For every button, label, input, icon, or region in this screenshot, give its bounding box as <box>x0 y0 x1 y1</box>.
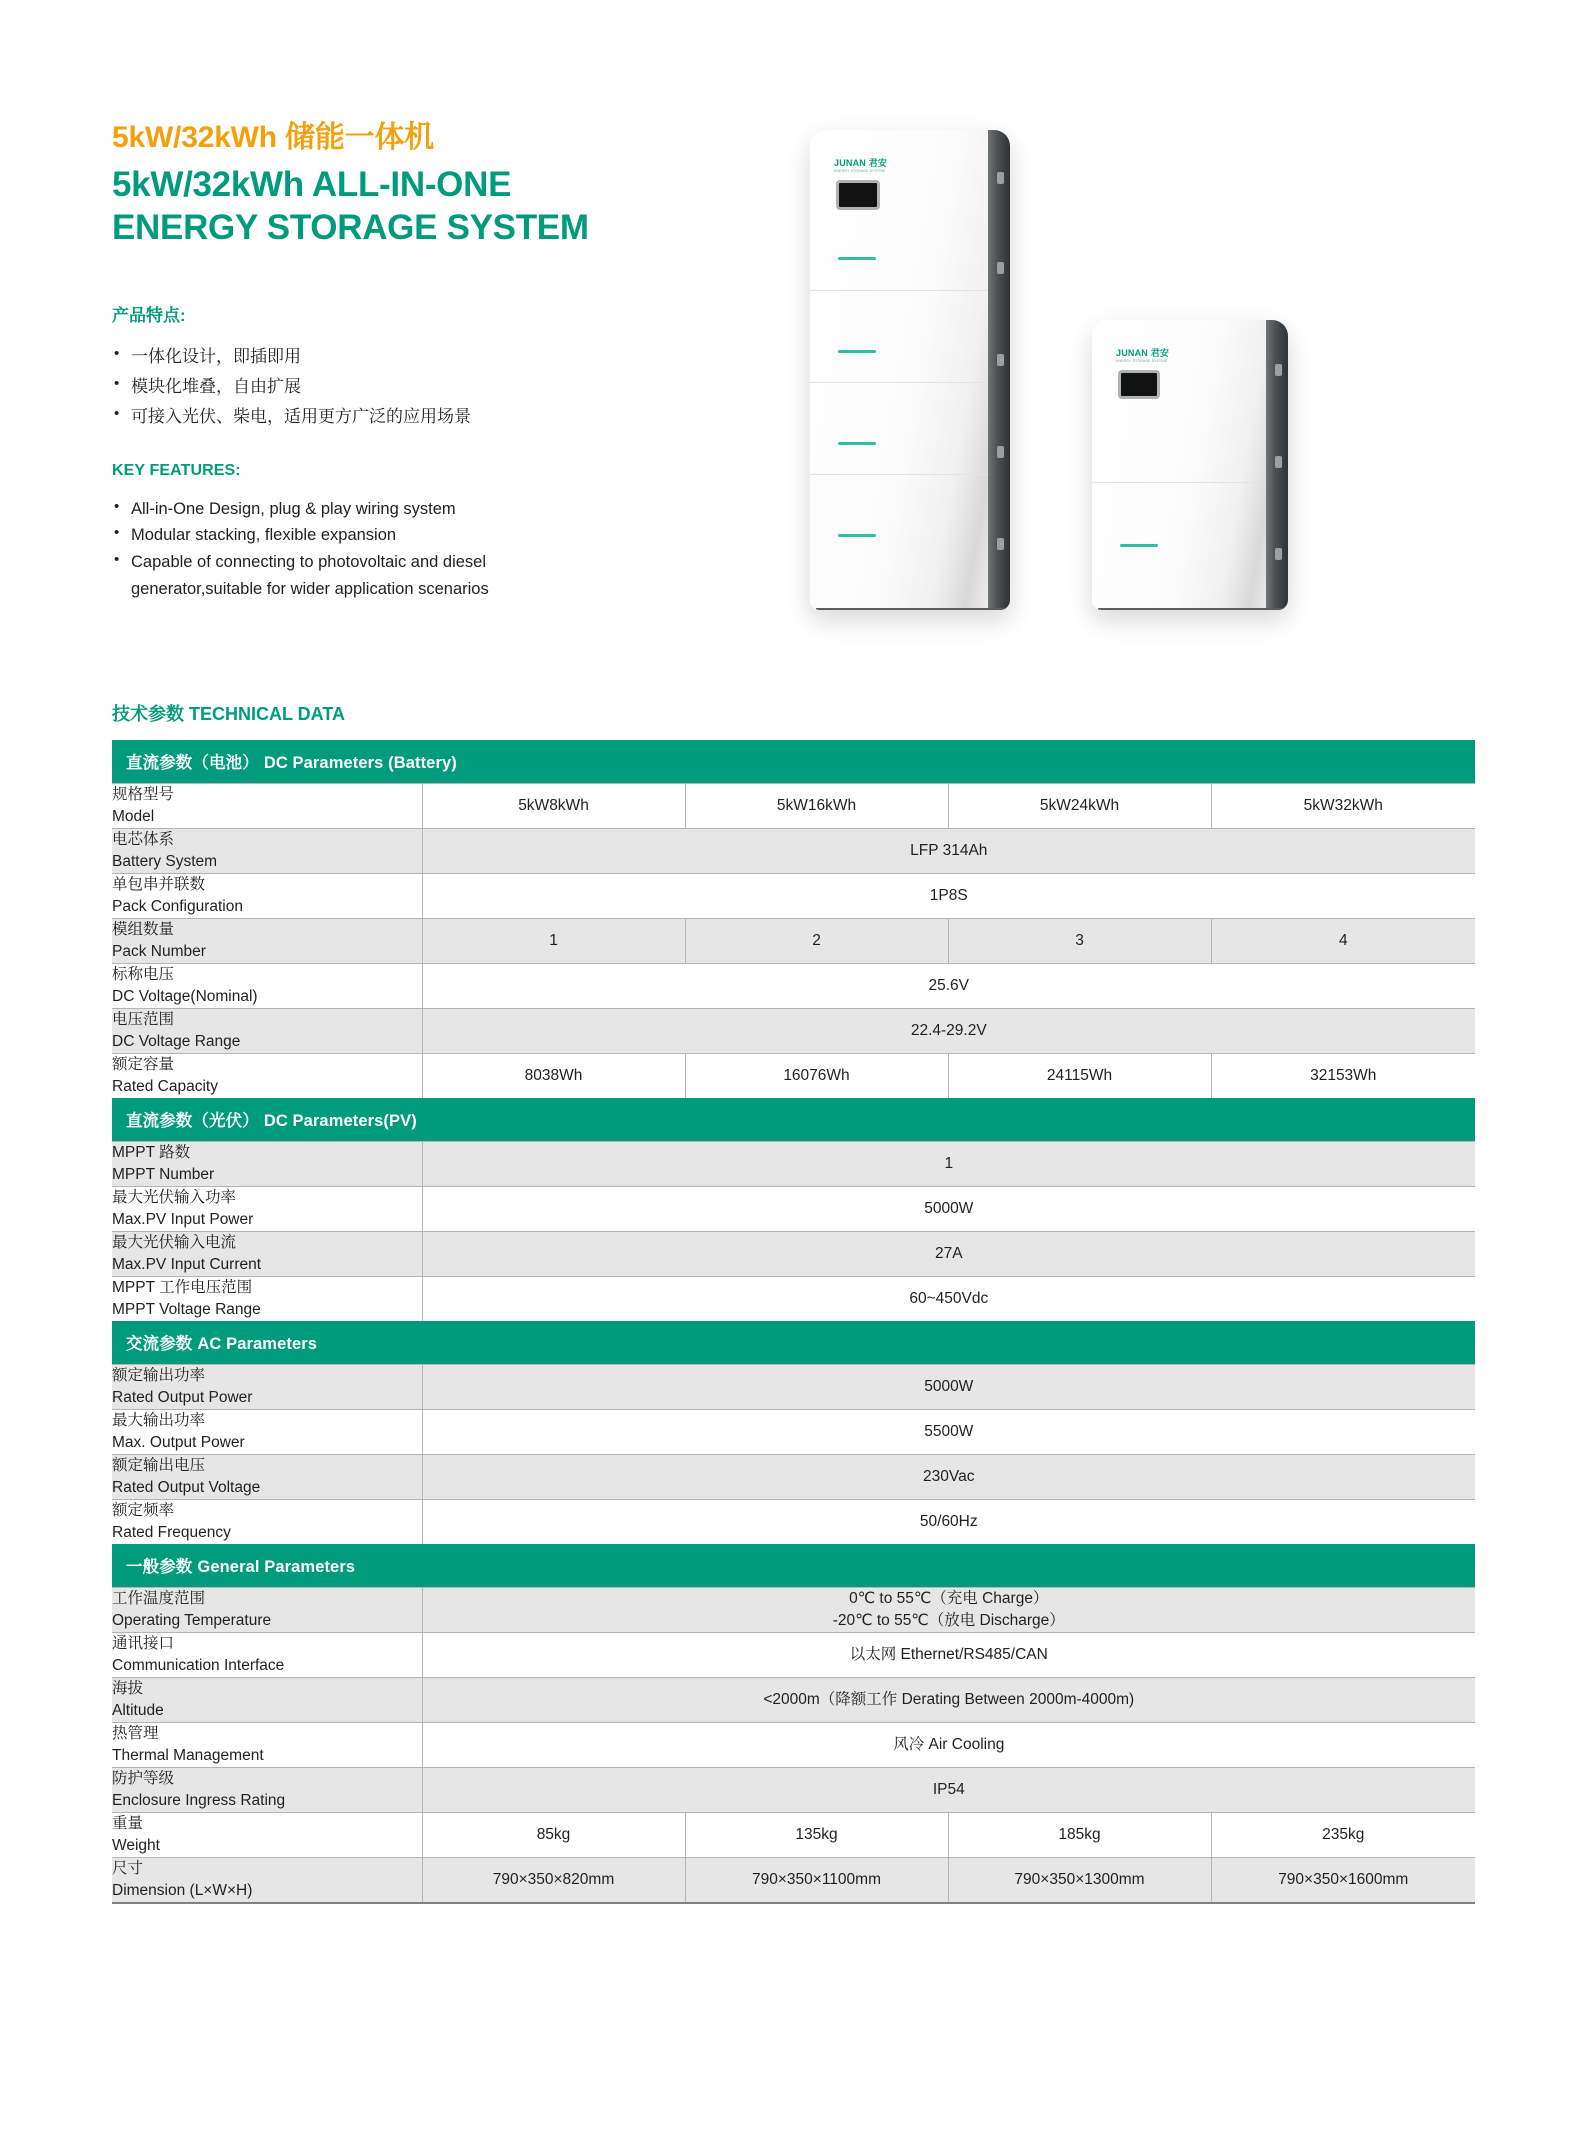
technical-data-heading <box>112 700 345 726</box>
row-value: 25.6V <box>422 964 1475 1009</box>
bolt-icon <box>1275 548 1282 560</box>
bolt-icon <box>997 262 1004 274</box>
row-label <box>112 1142 422 1187</box>
row-value: 1 <box>422 919 685 964</box>
row-label <box>112 1455 422 1500</box>
row-label <box>112 1232 422 1277</box>
row-label-cn: 额定容量 <box>112 1056 175 1073</box>
table-row <box>112 829 1475 874</box>
row-label-cn: 防护等级 <box>112 1770 175 1787</box>
module-divider <box>810 290 988 291</box>
row-label <box>112 1858 422 1904</box>
row-label-en: Rated Frequency <box>112 1524 231 1541</box>
row-value: 5kW8kWh <box>422 784 685 829</box>
row-label <box>112 1813 422 1858</box>
chassis-side-panel <box>1266 320 1288 610</box>
table-row <box>112 874 1475 919</box>
feature-item: • 模块化堆叠，自由扩展 <box>112 372 772 402</box>
row-value: 185kg <box>948 1813 1211 1858</box>
row-label-en: Max.PV Input Current <box>112 1256 262 1273</box>
row-value: 2 <box>685 919 948 964</box>
module-divider <box>810 474 988 475</box>
table-row <box>112 1054 1475 1099</box>
row-value: 50/60Hz <box>422 1500 1475 1545</box>
specifications-table-body <box>112 740 1475 1903</box>
table-row <box>112 1142 1475 1187</box>
features-heading-en: KEY FEATURES: <box>112 461 241 479</box>
chassis-side-panel <box>988 130 1010 610</box>
row-label-en: Rated Output Voltage <box>112 1479 261 1496</box>
row-label-cn: 额定频率 <box>112 1502 175 1519</box>
product-unit-large <box>810 130 1010 610</box>
page-title-cn: 5kW/32kWh 储能一体机 <box>112 121 435 154</box>
row-label-en: Max.PV Input Power <box>112 1211 254 1228</box>
row-label <box>112 829 422 874</box>
row-value: 5kW24kWh <box>948 784 1211 829</box>
row-label-en: Pack Number <box>112 943 206 960</box>
display-screen-icon <box>1118 370 1160 399</box>
status-indicator-icon <box>838 257 876 260</box>
row-value: 22.4-29.2V <box>422 1009 1475 1054</box>
row-label <box>112 1633 422 1678</box>
features-heading-cn: 产品特点: <box>112 306 186 326</box>
features-list-cn <box>112 342 772 431</box>
row-value: 5000W <box>422 1187 1475 1232</box>
display-screen-icon <box>836 180 880 210</box>
row-label <box>112 784 422 829</box>
row-label-en: DC Voltage(Nominal) <box>112 988 258 1005</box>
row-label-en: DC Voltage Range <box>112 1033 241 1050</box>
row-label-cn: 热管理 <box>112 1725 159 1742</box>
row-value: 235kg <box>1211 1813 1475 1858</box>
row-value: LFP 314Ah <box>422 829 1475 874</box>
brand-logo-subtext: ENERGY STORAGE SYSTEM <box>1116 359 1167 363</box>
row-label-cn: 额定输出功率 <box>112 1367 206 1384</box>
row-label-en: Battery System <box>112 853 218 870</box>
section-header-row <box>112 1544 1475 1588</box>
row-label-en: Rated Capacity <box>112 1078 218 1095</box>
section-header-row <box>112 740 1475 784</box>
row-label <box>112 1723 422 1768</box>
row-value: 16076Wh <box>685 1054 948 1099</box>
row-value: 790×350×1600mm <box>1211 1858 1475 1904</box>
section-header-en: AC Parameters <box>197 1335 318 1353</box>
row-label <box>112 1054 422 1099</box>
table-row <box>112 1410 1475 1455</box>
section-header-en: DC Parameters (Battery) <box>263 754 457 772</box>
bolt-icon <box>997 354 1004 366</box>
page-title-en-line1: 5kW/32kWh ALL-IN-ONE <box>112 165 512 204</box>
section-header-label <box>112 1098 1475 1142</box>
status-indicator-icon <box>838 350 876 353</box>
table-row <box>112 1723 1475 1768</box>
table-row <box>112 784 1475 829</box>
specifications-table <box>112 740 1475 1904</box>
row-value: 以太网 Ethernet/RS485/CAN <box>422 1633 1475 1678</box>
table-row <box>112 1500 1475 1545</box>
row-value: 风冷 Air Cooling <box>422 1723 1475 1768</box>
section-header-label <box>112 740 1475 784</box>
row-value: 5500W <box>422 1410 1475 1455</box>
unit-base <box>1098 608 1282 610</box>
row-label-en: Max. Output Power <box>112 1434 245 1451</box>
section-header-cn: 直流参数（光伏） <box>126 1112 259 1130</box>
row-label <box>112 1277 422 1322</box>
row-value: 8038Wh <box>422 1054 685 1099</box>
table-row <box>112 964 1475 1009</box>
row-value: 135kg <box>685 1813 948 1858</box>
feature-item: • 可接入光伏、柴电，适用更方广泛的应用场景 <box>112 402 772 432</box>
status-indicator-icon <box>838 534 876 537</box>
feature-item: • 一体化设计，即插即用 <box>112 342 772 372</box>
row-label-cn: 最大光伏输入电流 <box>112 1234 237 1251</box>
technical-data-heading-en: TECHNICAL DATA <box>189 704 345 724</box>
status-indicator-icon <box>838 442 876 445</box>
row-value: 85kg <box>422 1813 685 1858</box>
row-value: 790×350×820mm <box>422 1858 685 1904</box>
row-label-en: Dimension (L×W×H) <box>112 1882 253 1899</box>
row-label <box>112 1768 422 1813</box>
table-row <box>112 1232 1475 1277</box>
section-header-label <box>112 1544 1475 1588</box>
row-value: 1 <box>422 1142 1475 1187</box>
row-value: IP54 <box>422 1768 1475 1813</box>
row-label <box>112 1588 422 1633</box>
row-label-en: Weight <box>112 1837 160 1854</box>
row-label-cn: 尺寸 <box>112 1860 144 1877</box>
row-label-en: Pack Configuration <box>112 898 243 915</box>
row-label-en: MPPT Number <box>112 1166 215 1183</box>
row-label-en: Operating Temperature <box>112 1612 272 1629</box>
brand-logo <box>834 156 887 173</box>
features-list-en <box>112 496 772 603</box>
section-header-row <box>112 1321 1475 1365</box>
page-title-en-line2: ENERGY STORAGE SYSTEM <box>112 207 589 247</box>
row-label-en: Altitude <box>112 1702 164 1719</box>
feature-item: • Capable of connecting to photovoltaic and diesel <box>112 549 772 576</box>
row-label-cn: 模组数量 <box>112 921 175 938</box>
module-divider <box>1092 482 1266 483</box>
row-value: 60~450Vdc <box>422 1277 1475 1322</box>
table-row <box>112 1455 1475 1500</box>
bolt-icon <box>1275 364 1282 376</box>
table-row <box>112 919 1475 964</box>
row-label <box>112 919 422 964</box>
row-value: 3 <box>948 919 1211 964</box>
page-title-en <box>112 164 772 249</box>
row-value: 1P8S <box>422 874 1475 919</box>
table-row <box>112 1858 1475 1904</box>
row-label-cn: 重量 <box>112 1815 144 1832</box>
row-value: 5000W <box>422 1365 1475 1410</box>
row-label-en: MPPT Voltage Range <box>112 1301 261 1318</box>
row-label-en: Rated Output Power <box>112 1389 253 1406</box>
row-label <box>112 1500 422 1545</box>
table-row <box>112 1813 1475 1858</box>
table-row <box>112 1678 1475 1723</box>
section-header-cn: 直流参数（电池） <box>126 754 259 772</box>
row-value: <2000m（降额工作 Derating Between 2000m-4000m) <box>422 1678 1475 1723</box>
table-row <box>112 1365 1475 1410</box>
row-label-cn: MPPT 工作电压范围 <box>112 1279 253 1296</box>
bolt-icon <box>1275 456 1282 468</box>
table-row <box>112 1588 1475 1633</box>
row-value: 5kW16kWh <box>685 784 948 829</box>
row-value: 0℃ to 55℃（充电 Charge） -20℃ to 55℃（放电 Discharge） <box>422 1588 1475 1633</box>
row-value: 5kW32kWh <box>1211 784 1475 829</box>
unit-base <box>816 608 1004 610</box>
row-label <box>112 874 422 919</box>
row-label-cn: 电芯体系 <box>112 831 175 848</box>
row-value: 790×350×1300mm <box>948 1858 1211 1904</box>
row-label-cn: 电压范围 <box>112 1011 175 1028</box>
row-label-en: Communication Interface <box>112 1657 285 1674</box>
row-label <box>112 1678 422 1723</box>
row-value: 790×350×1100mm <box>685 1858 948 1904</box>
table-row <box>112 1633 1475 1678</box>
row-label-cn: 标称电压 <box>112 966 175 983</box>
section-header-cn: 交流参数 <box>126 1335 193 1353</box>
section-header-en: DC Parameters(PV) <box>263 1112 417 1130</box>
module-divider <box>810 382 988 383</box>
brand-logo <box>1116 346 1169 363</box>
row-label-en: Model <box>112 808 155 825</box>
row-label <box>112 1410 422 1455</box>
table-row <box>112 1277 1475 1322</box>
row-label-cn: 最大输出功率 <box>112 1412 206 1429</box>
technical-data-heading-cn: 技术参数 <box>112 704 184 724</box>
row-label-cn: 工作温度范围 <box>112 1590 206 1607</box>
row-value: 27A <box>422 1232 1475 1277</box>
row-value: 24115Wh <box>948 1054 1211 1099</box>
feature-item-continuation: generator,suitable for wider application scenarios <box>131 579 489 598</box>
table-row <box>112 1187 1475 1232</box>
row-label <box>112 1187 422 1232</box>
row-label-cn: 额定输出电压 <box>112 1457 206 1474</box>
row-label-en: Thermal Management <box>112 1747 264 1764</box>
brand-logo-text: JUNAN 君安 <box>1116 348 1170 358</box>
row-label-cn: 单包串并联数 <box>112 876 206 893</box>
bolt-icon <box>997 446 1004 458</box>
section-header-en: General Parameters <box>197 1558 356 1576</box>
row-value: 4 <box>1211 919 1475 964</box>
bolt-icon <box>997 538 1004 550</box>
row-label <box>112 1009 422 1054</box>
section-header-row <box>112 1098 1475 1142</box>
bolt-icon <box>997 172 1004 184</box>
row-value: 230Vac <box>422 1455 1475 1500</box>
row-label-cn: 最大光伏输入功率 <box>112 1189 237 1206</box>
brand-logo-subtext: ENERGY STORAGE SYSTEM <box>834 169 885 173</box>
row-label <box>112 964 422 1009</box>
table-row <box>112 1009 1475 1054</box>
table-row <box>112 1768 1475 1813</box>
hero-section <box>112 120 772 603</box>
brand-logo-text: JUNAN 君安 <box>834 158 888 168</box>
features-block <box>112 301 772 602</box>
section-header-label <box>112 1321 1475 1365</box>
row-value: 32153Wh <box>1211 1054 1475 1099</box>
row-label-en: Enclosure Ingress Rating <box>112 1792 286 1809</box>
row-label-cn: 通讯接口 <box>112 1635 175 1652</box>
row-label <box>112 1365 422 1410</box>
row-label-cn: 规格型号 <box>112 786 175 803</box>
feature-item: • Modular stacking, flexible expansion <box>112 522 772 549</box>
row-label-cn: MPPT 路数 <box>112 1144 191 1161</box>
status-indicator-icon <box>1120 544 1158 547</box>
row-label-cn: 海拔 <box>112 1680 144 1697</box>
section-header-cn: 一般参数 <box>126 1558 193 1576</box>
feature-item: • All-in-One Design, plug & play wiring system <box>112 496 772 523</box>
product-image-group <box>770 130 1500 670</box>
product-unit-small <box>1092 320 1288 610</box>
